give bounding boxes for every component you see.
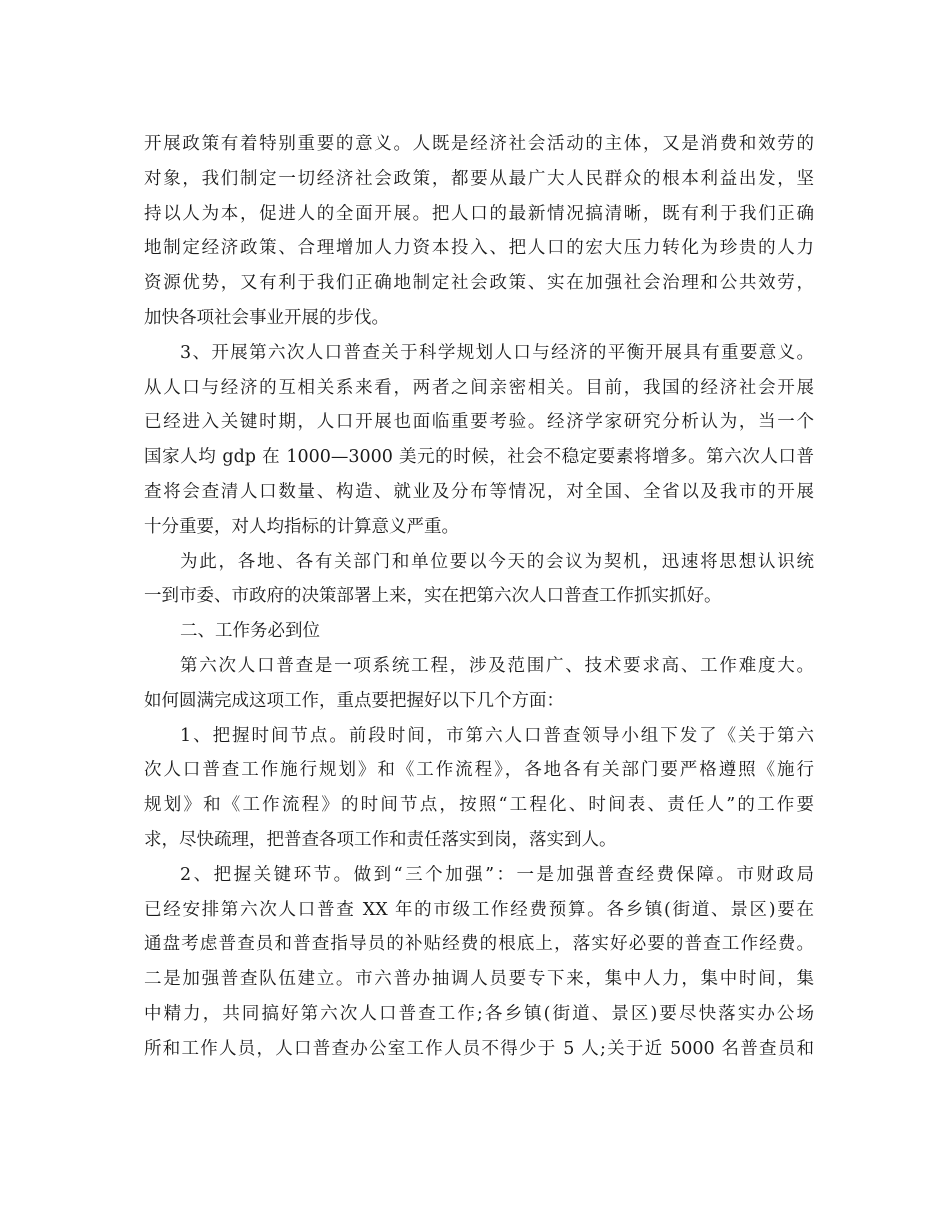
- text-line: 对象，我们制定一切经济社会政策，都要从最广大人民群众的根本利益出发，坚: [144, 168, 814, 189]
- text-line: 地制定经济政策、合理增加人力资本投入、把人口的宏大压力转化为珍贵的人力: [144, 238, 814, 259]
- text-line: 从人口与经济的互相关系来看，两者之间亲密相关。目前，我国的经济社会开展: [144, 377, 814, 398]
- text-line: 查将会查清人口数量、构造、就业及分布等情况，对全国、全省以及我市的开展: [144, 481, 814, 502]
- document-body: [144, 127, 814, 1067]
- text-line: 1、把握时间节点。前段时间，市第六人口普查领导小组下发了《关于第六: [180, 725, 814, 746]
- text-line: 求，尽快疏理，把普查各项工作和责任落实到岗，落实到人。: [144, 829, 617, 850]
- text-line: 二是加强普查队伍建立。市六普办抽调人员要专下来，集中人力，集中时间，集: [144, 969, 814, 990]
- text-line: 2、把握关键环节。做到“三个加强”：一是加强普查经费保障。市财政局: [180, 864, 814, 885]
- text-line: 中精力，共同搞好第六次人口普查工作;各乡镇(街道、景区)要尽快落实办公场: [144, 1003, 814, 1024]
- text-line: 如何圆满完成这项工作，重点要把握好以下几个方面：: [144, 690, 564, 711]
- text-line: 国家人均 gdp 在 1000—3000 美元的时候，社会不稳定要素将增多。第六次人口普: [144, 447, 814, 468]
- text-line: 加快各项社会事业开展的步伐。: [144, 307, 389, 328]
- text-line: 所和工作人员，人口普查办公室工作人员不得少于 5 人;关于近 5000 名普查员和: [144, 1038, 814, 1059]
- text-line: 次人口普查工作施行规划》和《工作流程》，各地各有关部门要严格遵照《施行: [144, 760, 814, 781]
- text-line: 持以人为本，促进人的全面开展。把人口的最新情况搞清晰，既有利于我们正确: [144, 203, 814, 224]
- text-line: 第六次人口普查是一项系统工程，涉及范围广、技术要求高、工作难度大。: [180, 655, 814, 676]
- text-line: 已经进入关键时期，人口开展也面临重要考验。经济学家研究分析认为，当一个: [144, 412, 814, 433]
- text-line: 3、开展第六次人口普查关于科学规划人口与经济的平衡开展具有重要意义。: [180, 342, 814, 363]
- text-line: 规划》和《工作流程》的时间节点，按照“工程化、时间表、责任人”的工作要: [144, 795, 814, 816]
- text-line: 十分重要，对人均指标的计算意义严重。: [144, 516, 459, 537]
- text-line: 通盘考虑普查员和普查指导员的补贴经费的根底上，落实好必要的普查工作经费。: [144, 934, 814, 955]
- text-line: 一到市委、市政府的决策部署上来，实在把第六次人口普查工作抓实抓好。: [144, 586, 722, 607]
- text-line: 为此，各地、各有关部门和单位要以今天的会议为契机，迅速将思想认识统: [180, 551, 814, 572]
- text-line: 资源优势，又有利于我们正确地制定社会政策、实在加强社会治理和公共效劳，: [144, 273, 814, 294]
- text-line: 已经安排第六次人口普查 XX 年的市级工作经费预算。各乡镇(街道、景区)要在: [144, 899, 814, 920]
- text-line: 二、工作务必到位: [180, 621, 320, 642]
- text-line: 开展政策有着特别重要的意义。人既是经济社会活动的主体，又是消费和效劳的: [144, 134, 814, 154]
